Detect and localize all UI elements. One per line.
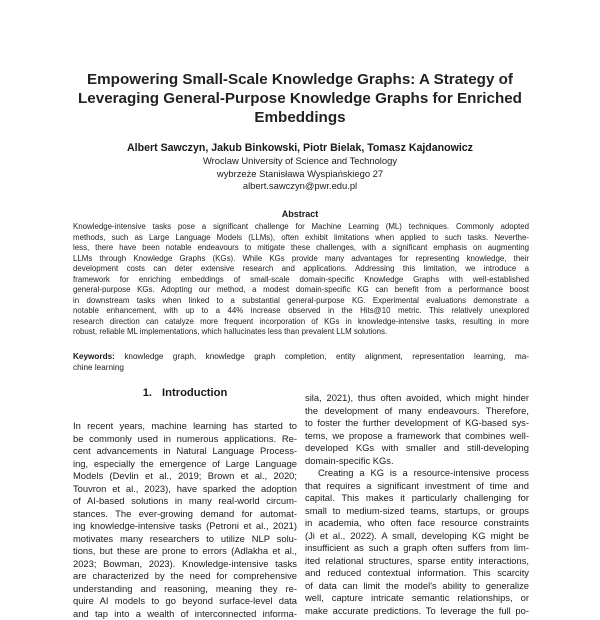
body-line: understanding and reasoning, meaning they re- xyxy=(73,583,297,596)
section-heading-introduction xyxy=(73,386,297,400)
abstract-line: Knowledge-intensive tasks pose a significant challenge for Machine Learning (ML) techniques. Commonly adopted xyxy=(73,222,529,233)
body-line: are characterized by the need for comprehensive xyxy=(73,570,297,583)
abstract-line: research direction can catalyze more frequent incorporation of KGs in knowledge-intensive tasks, resulting in more xyxy=(73,317,529,328)
affiliation-email: albert.sawczyn@pwr.edu.pl xyxy=(60,180,540,193)
body-line: the development of many endeavours. Therefore, xyxy=(305,405,529,418)
body-line: quire AI models to go beyond surface-level data xyxy=(73,595,297,608)
abstract-line: methods, such as Large Language Models (LLMs), often exhibit limitations when applied to such tasks. Neverthe- xyxy=(73,233,529,244)
affiliation-block xyxy=(60,155,540,193)
body-line: and reduced contextual information. This scarcity xyxy=(305,567,529,580)
body-line: (Ji et al., 2022). A small, developing KG might be xyxy=(305,530,529,543)
keywords-label: Keywords: xyxy=(73,352,115,361)
body-line: and tap into a wealth of interconnected informa- xyxy=(73,608,297,620)
title-line: Embeddings xyxy=(60,108,540,127)
keywords-line: chine learning xyxy=(73,362,529,373)
body-line: small to medium-sized teams, startups, or groups xyxy=(305,505,529,518)
body-line: that requires a significant investment of time and xyxy=(305,480,529,493)
section-title: Introduction xyxy=(162,387,227,399)
body-line: tems, we propose a framework that combines well- xyxy=(305,430,529,443)
left-column xyxy=(73,420,297,620)
body-line: well, capture intricate semantic relationships, or xyxy=(305,592,529,605)
paper-title xyxy=(60,70,540,127)
body-line: ited relational structures, sparse entity interactions, xyxy=(305,555,529,568)
abstract-line: notable enhancement, with up to a 44% increase observed in the Hits@10 metric. This relatively unexplored xyxy=(73,306,529,317)
body-line: motivates many researchers to utilize NLP solu- xyxy=(73,533,297,546)
keywords-line xyxy=(73,351,529,362)
abstract-body xyxy=(73,222,529,338)
body-line: In recent years, machine learning has started to xyxy=(73,420,297,433)
abstract-line: LLMs through Knowledge Graphs (KGs). While KGs provide many advantages for representing knowledge, their xyxy=(73,254,529,265)
abstract-heading: Abstract xyxy=(60,209,540,220)
body-line: 2023; Bowman, 2023). Knowledge-intensive tasks xyxy=(73,558,297,571)
body-line: Touvron et al., 2023), have sparked the adoption xyxy=(73,483,297,496)
abstract-line: less, there have been notable endeavours to mitigate these challenges, with a significant emphasis on augmenting xyxy=(73,243,529,254)
abstract-line: general-purpose KGs. Adopting our method, a modest domain-specific KG can benefit from a performance boost xyxy=(73,285,529,296)
body-line: of AI-based solutions in many real-world circum- xyxy=(73,495,297,508)
body-line: ing knowledge-intensive tasks (Petroni et al., 2021) xyxy=(73,520,297,533)
right-column xyxy=(305,392,529,617)
body-line: stances. The ever-growing demand for automat- xyxy=(73,508,297,521)
author-list: Albert Sawczyn, Jakub Binkowski, Piotr Bielak, Tomasz Kajdanowicz xyxy=(60,142,540,155)
body-line: capital. This makes it particularly challenging for xyxy=(305,492,529,505)
abstract-line: development costs can deter extensive research and applications. Addressing this limitation, we introduce a xyxy=(73,264,529,275)
body-line: ing, especially the emergence of Large Language xyxy=(73,458,297,471)
body-line: sila, 2021), thus often avoided, which might hinder xyxy=(305,392,529,405)
abstract-line: robust, reliable ML implementations, which hallucinates less than prevalent LLM solutions. xyxy=(73,327,529,338)
body-line: insufficient as such a graph often suffers from lim- xyxy=(305,542,529,555)
body-line: developed KGs with smaller and still-developing xyxy=(305,442,529,455)
keywords-text: knowledge graph, knowledge graph completion, entity alignment, representation learning, ma- xyxy=(124,352,529,361)
abstract-line: framework for enriching embeddings of small-scale domain-specific Knowledge Graphs with well-established xyxy=(73,275,529,286)
body-line: to foster the further development of KG-based sys- xyxy=(305,417,529,430)
title-line: Leveraging General-Purpose Knowledge Graphs for Enriched xyxy=(60,89,540,108)
body-line: tions, but these are prone to errors (Adlakha et al., xyxy=(73,545,297,558)
affiliation-university: Wroclaw University of Science and Technology xyxy=(60,155,540,168)
body-line: make accurate predictions. To leverage the full po- xyxy=(305,605,529,618)
body-line: in academia, who often face resource constraints xyxy=(305,517,529,530)
body-line: domain-specific KGs. xyxy=(305,455,529,468)
body-line: of data can limit the model's ability to generalize xyxy=(305,580,529,593)
section-number: 1. xyxy=(143,387,152,399)
affiliation-address: wybrzeże Stanisława Wyspiańskiego 27 xyxy=(60,168,540,181)
body-line: cent advancements in Natural Language Process- xyxy=(73,445,297,458)
body-line: Creating a KG is a resource-intensive process xyxy=(305,467,529,480)
body-line: Models (Devlin et al., 2019; Brown et al., 2020; xyxy=(73,470,297,483)
title-line: Empowering Small-Scale Knowledge Graphs: A Strategy of xyxy=(60,70,540,89)
keywords-block xyxy=(73,351,529,373)
body-line: be commonly used in numerous applications. Re- xyxy=(73,433,297,446)
abstract-line: in downstream tasks when linked to a substantial general-purpose KG. Experimental evaluations demonstrate a xyxy=(73,296,529,307)
